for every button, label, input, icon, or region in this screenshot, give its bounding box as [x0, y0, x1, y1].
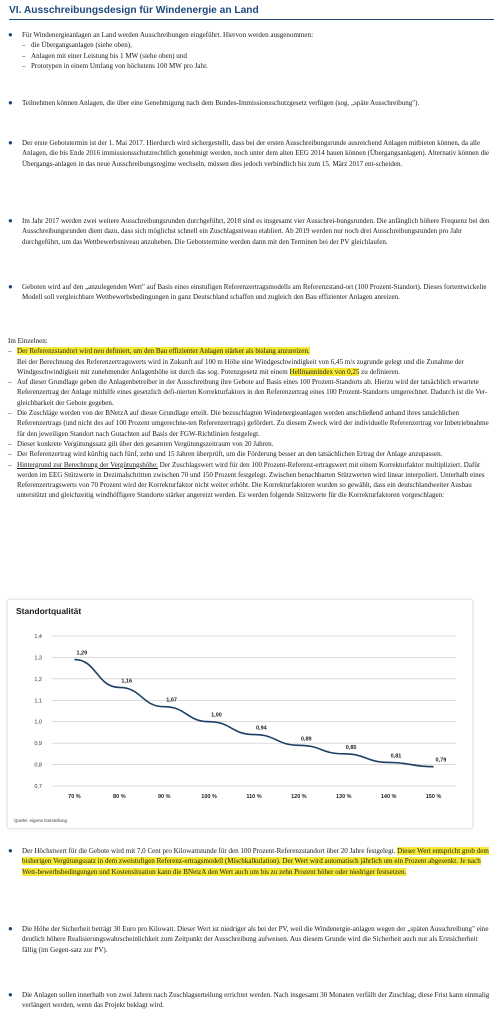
- paragraph-text: Die Höhe der Sicherheit beträgt 30 Euro pro Kilowatt. Dieser Wert ist niedriger als bei der PV, weil die Windenergie-anlagen wegen der „späten Ausschreibung" eine deutlich höhere Realisierungswahrscheinlichkeit zum Zeitpunkt der Ausschreibung aufweisen. Aus diesem Grunde wird die Sicherheit auch nur als Erstsicherheit fällig (im Gegen-satz zur PV).: [22, 925, 489, 954]
- details-label: Im Einzelnen:: [8, 337, 48, 345]
- y-tick-label: 0,9: [34, 741, 42, 748]
- y-tick-label: 1,2: [34, 676, 42, 683]
- bullet-icon: ●: [8, 216, 13, 225]
- list-item: Dieser konkrete Vergütungssatz gilt über den gesamten Vergütungszeitraum von 20 Jahren.: [17, 439, 274, 448]
- y-tick-label: 1,3: [34, 655, 42, 662]
- data-label: 0,89: [300, 736, 312, 743]
- list-item: Die Zuschläge werden von der BNetzA auf dieser Grundlage erteilt. Die bezuschlagten Windenergieanlagen werden anschließend anhand ihres tatsächlichen Referenzertrags (und nicht des auf 100 Prozent umgerechne-ten Referenzertrags) gefördert. Zu diesem Zweck wird der individuelle Referenzertrag vor Inbetriebnahme für den jeweiligen Standort nach Gutachten auf Basis der FGW-Richtlinien festgelegt.: [17, 409, 489, 438]
- x-tick-label: 130 %: [335, 794, 352, 800]
- y-tick-label: 1,0: [34, 719, 42, 726]
- highlighted-text: Hellmannindex von 0,25: [289, 367, 360, 376]
- paragraph-exemptions: ● Für Windenergieanlagen an Land werden Ausschreibungen eingeführt. Hiervon werden ausgenommen: – die Übergangsanlagen (siehe oben), – Anlagen mit einer Leistung bis 1 MW (siehe oben) und – Prototypen in einem Umfang von höchstens 100 MW pro Jahr.: [8, 30, 493, 71]
- data-label: 1,07: [166, 697, 177, 704]
- bullet-icon: ●: [8, 990, 13, 999]
- paragraph-text: Für Windenergieanlagen an Land werden Ausschreibungen eingeführt. Hiervon werden ausgenommen:: [22, 31, 314, 39]
- chart-plot: [8, 600, 472, 828]
- paragraph-first-deadline: [8, 138, 493, 169]
- data-label: 1,00: [211, 712, 222, 719]
- paragraph-text: Der erste Gebotstermin ist der 1. Mai 2017. Hierdurch wird sichergestellt, dass bei der ersten Ausschreibungsrunde ausreichend Anlagen mitbieten können, da alle Anlagen, die bis Ende 2016 immissionsschutzrechtlich genehmigt werden, noch unter dem alten EEG 2014 bauen können (Übergangsanlagen). Alternativ können die Übergangs-anlagen in das neue Ausschreibungsregime wechseln, müssen dies jedoch verbindlich bis zum 15. März 2017 ent-scheiden.: [22, 139, 490, 168]
- list-item: Anlagen mit einer Leistung bis 1 MW (siehe oben) und: [31, 51, 187, 60]
- paragraph-text: Geboten wird auf den „anzulegenden Wert" auf Basis eines einstufigen Referenzertragsmodells am Referenzstand-ort (100 Prozent-Standort). Dieses fortentwickelte Modell soll vergleichbare Wettbewerbsbedingungen in ganz Deutschland schaffen und zugleich den Bau effizienter Anlagen anreizen.: [22, 283, 487, 302]
- data-label: 0,81: [390, 753, 402, 760]
- data-label: 1,29: [76, 650, 88, 657]
- x-tick-label: 110 %: [246, 794, 262, 800]
- list-item: Hintergrund zur Berechnung der Vergütungshöhe: Der Zuschlagswert wird für den 100 Prozent-Referenz-ertragswert mit einem Korrekturfaktor multipliziert. Dafür werden im EEG Stützwerte in Dezimalschritten zwischen 70 und 150 Prozent festgelegt. Zwischen benachbarten Stützwerten wird linear interpoliert. Unterhalb eines Referenzertragswerts von 70 Prozent wird der Korrekturfaktor nicht weiter erhöht. Die Korrekturfaktoren wurden so gewählt, dass ein deutschlandweiter Ausbau unterstützt und gleichzeitig windhöffigere Standorte stärker angereizt werden. Es werden folgende Stützwerte für die Korrekturfaktoren vorgeschlagen:: [17, 460, 485, 500]
- x-tick-label: 90 %: [157, 794, 171, 800]
- bullet-icon: ●: [8, 98, 13, 107]
- data-label: 0,79: [435, 757, 447, 764]
- paragraph-text: Im Jahr 2017 werden zwei weitere Ausschreibungsrunden durchgeführt, 2018 sind es insgesamt vier Ausschrei-bungsrunden. Die anfänglich höhere Frequenz bei den Ausschreibungsrunden dient dazu, dass sich möglichst schnell ein Zuschlagsniveau etabliert. Ab 2019 werden nur noch drei Ausschreibungsrunden pro Jahr durchgeführt, um das Wettbewerbsniveau anzuheben. Die Gebotstermine werden dann mit den Terminen bei der PV gleichlaufen.: [22, 217, 490, 246]
- chart-source: Quelle: eigene Darstellung: [14, 818, 68, 823]
- bullet-icon: ●: [8, 924, 13, 933]
- x-tick-label: 150 %: [425, 794, 442, 800]
- section-heading: VI. Ausschreibungsdesign für Windenergie an Land: [9, 5, 494, 20]
- paragraph-deadline: [8, 990, 493, 1011]
- paragraph-text: Die Anlagen sollen innerhalb von zwei Jahren nach Zuschlagserteilung errichtet werden. Nach insgesamt 30 Monaten verfällt der Zuschlag; diese Frist kann einmalig verlängert werden, wenn das Projekt beklagt wird.: [22, 991, 490, 1010]
- paragraph-max-value: [8, 846, 493, 877]
- x-tick-label: 140 %: [380, 794, 397, 800]
- bullet-icon: ●: [8, 30, 13, 39]
- x-tick-label: 70 %: [68, 794, 81, 800]
- list-item: Der Referenzstandort wird neu definiert, um den Bau effizienter Anlagen stärker als bislang anzureizen. Bei der Berechnung des Referenzertragswerts wird in Zukunft auf 100 m Höhe eine Windgeschwindigkeit von 6,45 m/s zugrunde gelegt und die Zunahme der Windgeschwindigkeit mit zunehmender Anlagenhöhe ist durch das sog. Potenzgesetz mit einem Hellmannindex von 0,25 zu definieren.: [17, 347, 464, 376]
- list-item: Der Referenzertrag wird künftig nach fünf, zehn und 15 Jahren überprüft, um die Förderung besser an den tatsächlichen Ertrag der Anlage anzupassen.: [17, 450, 443, 459]
- data-label: 0,94: [256, 725, 267, 732]
- highlighted-text: Der Referenzstandort wird neu definiert, um den Bau effizienter Anlagen stärker als bislang anzureizen.: [17, 347, 310, 356]
- data-label: 1,16: [121, 678, 133, 685]
- bullet-icon: ●: [8, 138, 13, 147]
- paragraph-bid-basis: [8, 282, 493, 303]
- x-tick-label: 120 %: [291, 794, 307, 800]
- bullet-icon: ●: [8, 846, 13, 855]
- data-label: 0,85: [345, 744, 357, 751]
- y-tick-label: 0,8: [34, 762, 42, 769]
- highlighted-text: Dieser Wert entspricht grob dem bisherigen Vergütungssatz in dem zweistufigen Referenz-ertragsmodell (Mischkalkulation). Der Wert wird automatisch jährlich um ein Prozent abgesenkt. Je nach Wett-bewerbsbedingungen und Kostensituation kann die BNetzA den Wert auch um bis zu zehn Prozent höher oder niedriger festsetzen.: [22, 847, 489, 876]
- y-tick-label: 1,4: [34, 634, 42, 640]
- paragraph-rounds: [8, 216, 493, 247]
- bullet-icon: ●: [8, 282, 13, 291]
- x-tick-label: 100 %: [201, 794, 217, 800]
- x-tick-label: 80 %: [113, 794, 126, 800]
- underlined-text: Hintergrund zur Berechnung der Vergütungshöhe:: [17, 460, 158, 469]
- paragraph-security: [8, 924, 493, 955]
- chart-title: Standortqualität: [16, 606, 82, 616]
- paragraph-text: Teilnehmen können Anlagen, die über eine Genehmigung nach dem Bundes-Immissionsschutzgesetz verfügen (sog. „späte Ausschreibung").: [22, 99, 420, 107]
- y-tick-label: 0,7: [34, 784, 42, 790]
- paragraph-participation: [8, 98, 493, 108]
- details-section: Im Einzelnen: – Der Referenzstandort wird neu definiert, um den Bau effizienter Anlagen stärker als bislang anzureizen. Bei der Berechnung des Referenzertragswerts wird in Zukunft auf 100 m Höhe eine Windgeschwindigkeit von 6,45 m/s zugrunde gelegt und die Zunahme der Windgeschwindigkeit mit zunehmender Anlagenhöhe ist durch das sog. Potenzgesetz mit einem Hellmannindex von 0,25 zu definieren. – Auf dieser Grundlage geben die Anlagenbetreiber in der Ausschreibung ihre Gebote auf Basis eines 100 Prozent-Standorts ab. Hierzu wird der tatsächlich erwartete Referenzertrag der Anlage mithilfe eines gesetzlich defi-nierten Korrekturfaktors in den Referenzertrag eines 100 Prozent-Standorts umgerechnet. Dadurch ist die Ver-gleichbarkeit der Gebote gegeben. – Die Zuschläge werden von der BNetzA auf dieser Grundlage erteilt. Die bezuschlagten Windenergieanlagen werden anschließend anhand ihres tatsächlichen Referenzertrags (und nicht des auf 100 Prozent umgerechne-ten Referenzertrags) gefördert. Zu diesem Zweck wird der individuelle Referenzertrag vor Inbetriebnahme für den jeweiligen Standort nach Gutachten auf Basis der FGW-Richtlinien festgelegt. – Dieser konkrete Vergütungssatz gilt über den gesamten Vergütungszeitraum von 20 Jahren. – Der Referenzertrag wird künftig nach fünf, zehn und 15 Jahren überprüft, um die Förderung besser an den tatsächlichen Ertrag der Anlage anzupassen. – Hintergrund zur Berechnung der Vergütungshöhe: Der Zuschlagswert wird für den 100 Prozent-Referenz-ertragswert mit einem Korrekturfaktor multipliziert. Dafür werden im EEG Stützwerte in Dezimalschritten zwischen 70 und 150 Prozent festgelegt. Zwischen benachbarten Stützwerten wird linear interpoliert. Unterhalb eines Referenzertragswerts von 70 Prozent wird der Korrekturfaktor nicht weiter erhöht. Die Korrekturfaktoren wurden so gewählt, dass ein deutschlandweiter Ausbau unterstützt und gleichzeitig windhöffigere Standorte stärker angereizt werden. Es werden folgende Stützwerte für die Korrekturfaktoren vorgeschlagen:: [8, 336, 493, 501]
- series-line: [74, 660, 433, 767]
- paragraph-text: Der Höchstwert für die Gebote wird mit 7,0 Cent pro Kilowattstunde für den 100 Prozent-Referenzstandort über 20 Jahre festgelegt.: [22, 847, 396, 855]
- list-item: die Übergangsanlagen (siehe oben),: [31, 41, 132, 50]
- list-item: Auf dieser Grundlage geben die Anlagenbetreiber in der Ausschreibung ihre Gebote auf Basis eines 100 Prozent-Standorts ab. Hierzu wird der tatsächlich erwartete Referenzertrag der Anlage mithilfe eines gesetzlich defi-nierten Korrekturfaktors in den Referenzertrag eines 100 Prozent-Standorts umgerechnet. Dadurch ist die Ver-gleichbarkeit der Gebote gegeben.: [17, 378, 488, 407]
- y-tick-label: 1,1: [34, 698, 42, 705]
- correction-factor-chart: [8, 600, 472, 828]
- list-item: Prototypen in einem Umfang von höchstens 100 MW pro Jahr.: [31, 61, 208, 70]
